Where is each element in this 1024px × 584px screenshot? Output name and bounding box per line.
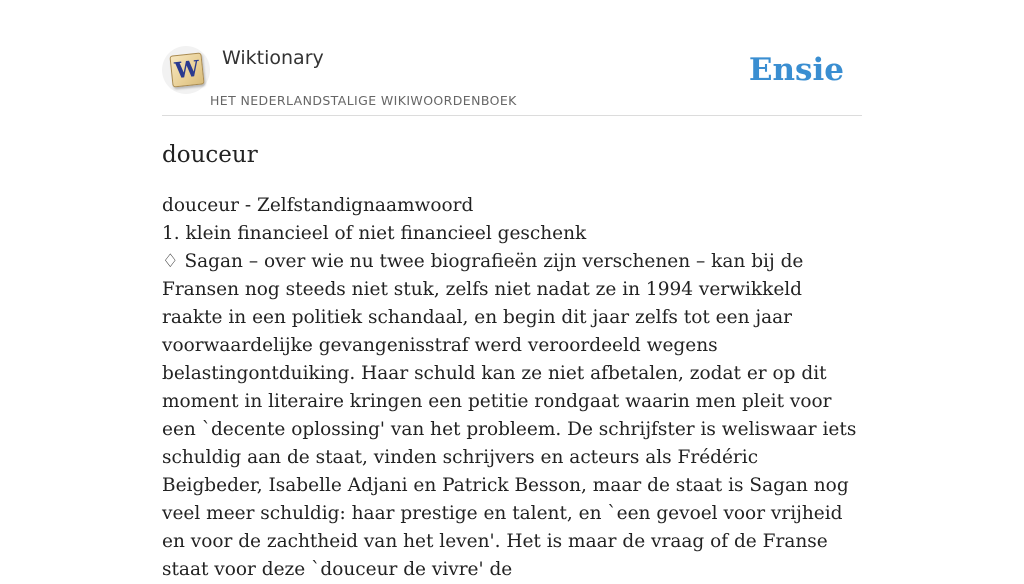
header — [162, 0, 862, 116]
ensie-brand-link[interactable]: Ensie — [748, 52, 844, 88]
page — [162, 0, 862, 580]
entry-definition: 1. klein financieel of niet financieel geschenk — [162, 223, 587, 244]
page-title: douceur — [162, 142, 258, 168]
site-name[interactable]: Wiktionary — [222, 47, 324, 69]
entry-content — [162, 192, 862, 584]
wiktionary-logo-icon: W — [169, 52, 204, 87]
site-subtitle: HET NEDERLANDSTALIGE WIKIWOORDENBOEK — [210, 93, 517, 108]
entry-heading: douceur - Zelfstandignaamwoord — [162, 195, 474, 216]
wiktionary-logo[interactable] — [162, 46, 210, 94]
entry-example: ♢ Sagan – over wie nu twee biografieën zijn verschenen – kan bij de Fransen nog steeds niet stuk, zelfs niet nadat ze in 1994 verwikkeld raakte in een politiek schandaal, en begin dit jaar zelfs tot een jaar voorwaardelijke gevangenisstraf werd veroordeeld wegens belastingontduiking. Haar schuld kan ze niet afbetalen, zodat er op dit moment in literaire kringen een petitie rondgaat waarin men pleit voor een `decente oplossing' van het probleem. De schrijfster is weliswaar iets schuldig aan de staat, vinden schrijvers en acteurs als Frédéric Beigbeder, Isabelle Adjani en Patrick Besson, maar de staat is Sagan nog veel meer schuldig: haar prestige en talent, en `een gevoel voor vrijheid en voor de zachtheid van het leven'. Het is maar de vraag of de Franse staat voor deze `douceur de vivre' de — [162, 251, 857, 580]
